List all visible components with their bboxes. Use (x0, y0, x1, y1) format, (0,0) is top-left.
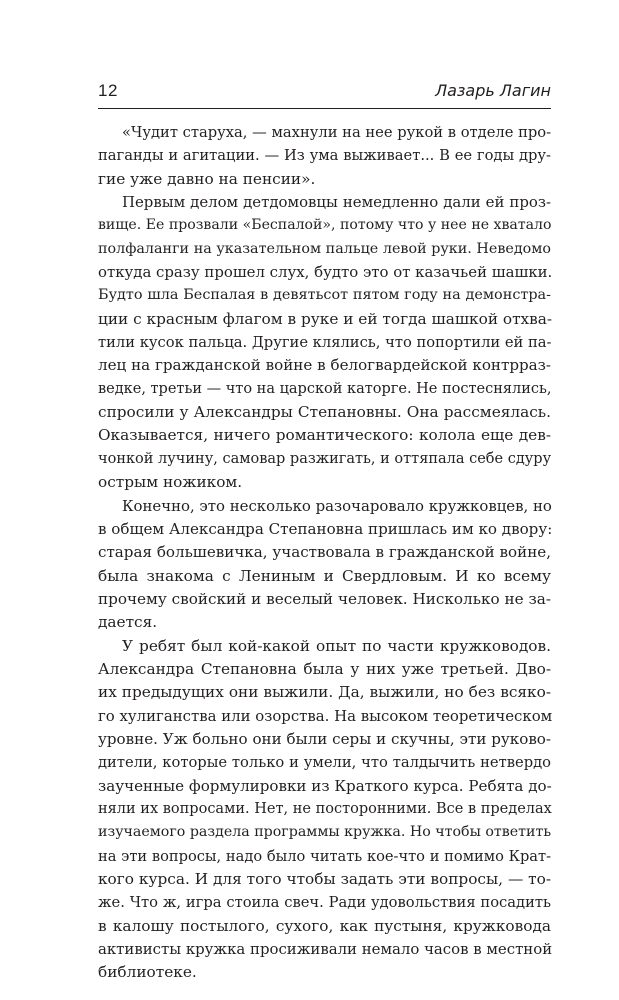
text-line: Первым делом детдомовцы немедленно дали ей проз- (122, 193, 551, 212)
text-line: в общем Александра Степановна пришлась им ко двору: (98, 519, 553, 538)
paragraph (98, 121, 551, 191)
text-line: тили кусок пальца. Другие клялись, что попортили ей па- (98, 334, 552, 352)
text-line: активисты кружка просиживали немало часов в местной (98, 940, 553, 959)
text-line: в калошу постылого, сухого, как пустыня, кружковода (98, 916, 551, 935)
text-line: го хулиганства или озорства. На высоком теоретическом (98, 706, 553, 725)
text-line: заученные формулировки из Краткого курса. Ребята до- (98, 776, 552, 795)
text-line: У ребят был кой-какой опыт по части кружководов. (122, 636, 551, 655)
text-line: же. Что ж, игра стоила свеч. Ради удовольствия посадить (98, 894, 551, 912)
body-text (98, 121, 551, 985)
text-line: ведке, третьи — что на царской каторге. Не постеснялись, (98, 380, 552, 397)
text-line: паганды и агитации. — Из ума выживает... В ее годы дру- (98, 147, 551, 165)
text-line: старая большевичка, участвовала в гражданской войне, (98, 543, 551, 562)
text-line: уровне. Уж больно они были серы и скучны, эти руково- (98, 729, 551, 748)
text-line: откуда сразу прошел слух, будто это от казачьей шашки. (98, 263, 553, 282)
text-line: гие уже давно на пенсии». (98, 169, 316, 188)
text-line: кого курса. И для того чтобы задать эти вопросы, — то- (98, 870, 551, 888)
page-number: 12 (98, 81, 118, 100)
text-line: библиотеке. (98, 963, 197, 982)
text-line: спросили у Александры Степановны. Она рассмеялась. (98, 403, 551, 422)
text-line: острым ножиком. (98, 473, 243, 492)
paragraph (98, 495, 551, 635)
text-line: чонкой лучину, самовар разжигать, и оттяпала себе сдуру (98, 450, 552, 467)
running-title: Лазарь Лагин (435, 81, 551, 100)
text-line: изучаемого раздела программы кружка. Но чтобы ответить (98, 824, 552, 841)
text-line: лец на гражданской войне в белогвардейской контрраз- (98, 356, 551, 375)
text-line: Оказывается, ничего романтического: колола еще дев- (98, 426, 551, 445)
text-line: Будто шла Беспалая в девятьсот пятом году на демонстра- (98, 287, 551, 304)
text-line: была знакома с Лениным и Свердловым. И ко всему (98, 566, 551, 585)
text-line: дители, которые только и умели, что талдычить нетвердо (98, 754, 551, 772)
text-line: на эти вопросы, надо было читать кое-что и помимо Крат- (98, 847, 551, 865)
text-line: «Чудит старуха, — махнули на нее рукой в отделе про- (122, 124, 552, 141)
paragraph (98, 635, 551, 985)
text-line: ции с красным флагом в руке и ей тогда шашкой отхва- (98, 309, 553, 328)
text-line: Конечно, это несколько разочаровало кружковцев, но (122, 496, 552, 515)
text-line: няли их вопросами. Нет, не посторонними. Все в пределах (98, 800, 552, 817)
text-line: Александра Степановна была у них уже третьей. Дво- (98, 659, 551, 678)
running-header (98, 79, 551, 105)
text-line: их предыдущих они выжили. Да, выжили, но без всяко- (98, 683, 551, 702)
text-line: полфаланги на указательном пальце левой руки. Неведомо (98, 240, 551, 257)
text-line: вище. Ее прозвали «Беспалой», потому что у нее не хватало (98, 217, 552, 234)
text-line: прочему свойский и веселый человек. Нисколько не за- (98, 589, 551, 608)
header-rule (98, 108, 551, 109)
text-line: дается. (98, 613, 158, 632)
paragraph (98, 191, 551, 494)
